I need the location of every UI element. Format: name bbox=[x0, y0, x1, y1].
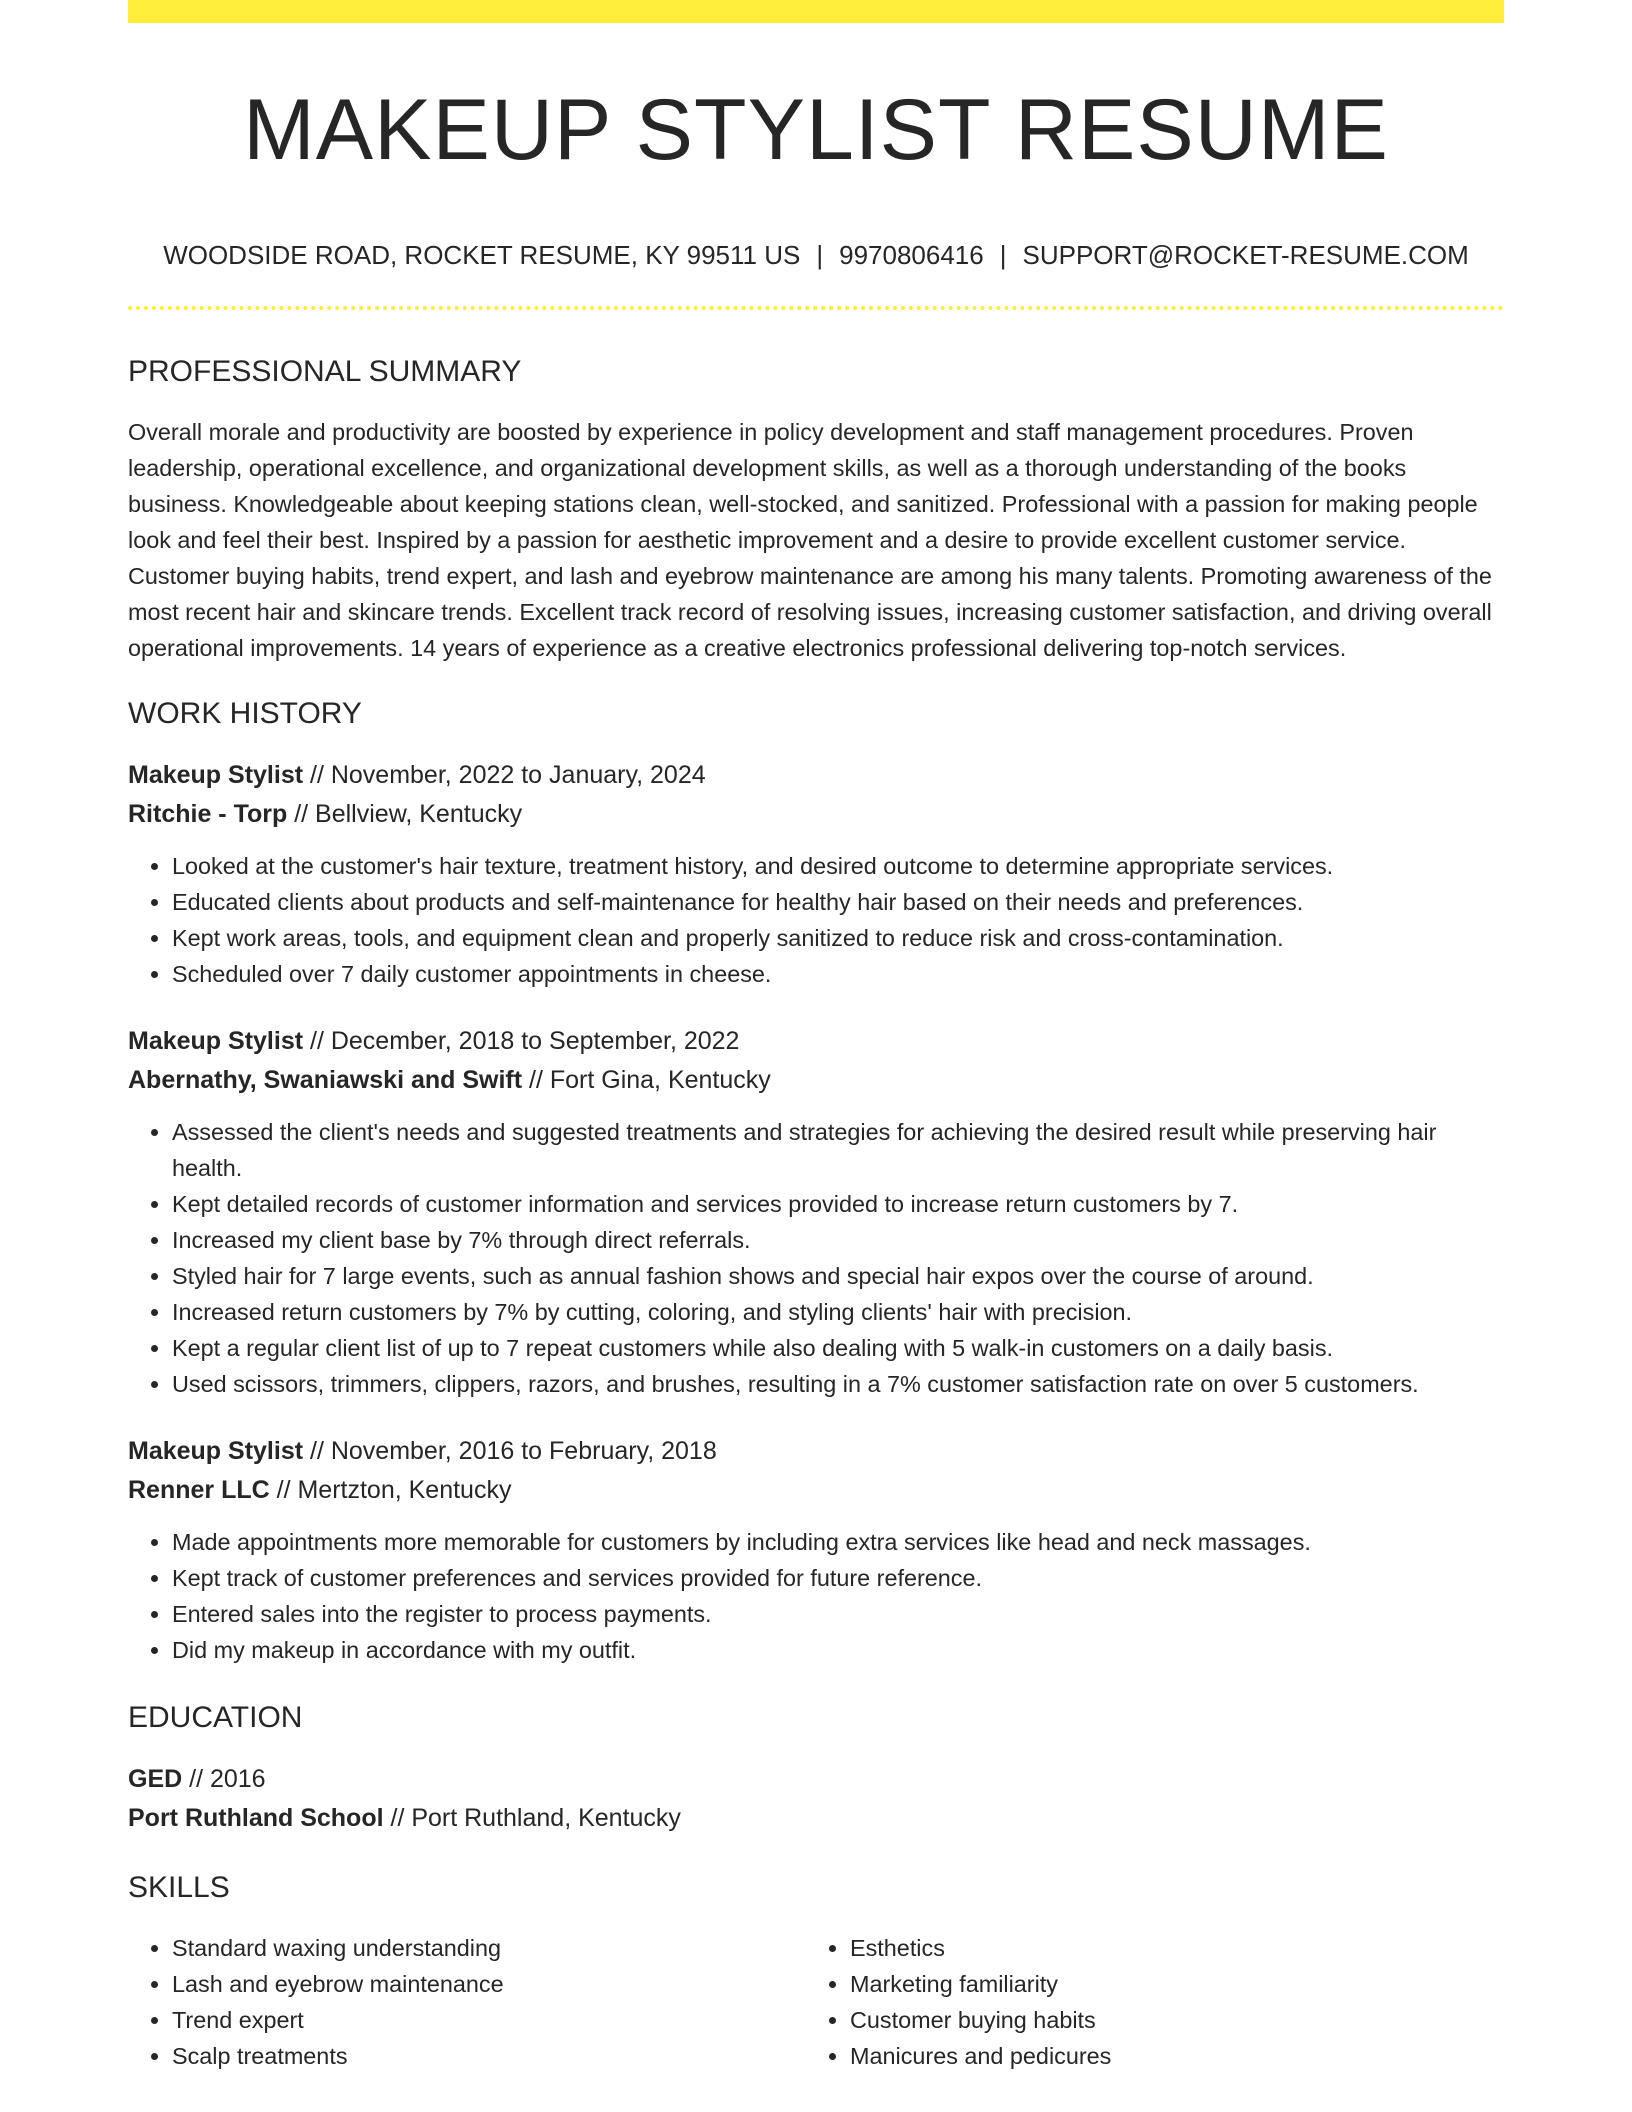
contact-phone: 9970806416 bbox=[839, 240, 984, 270]
job-bullet: • Used scissors, trimmers, clippers, razors, and brushes, resulting in a 7% customer satisfaction rate on over 5 customers. bbox=[172, 1366, 1504, 1402]
skill-item: • Customer buying habits bbox=[850, 2002, 1484, 2038]
job-location: // Mertzton, Kentucky bbox=[269, 1476, 512, 1504]
resume-content bbox=[128, 352, 1504, 2074]
job-bullet: • Kept a regular client list of up to 7 repeat customers while also dealing with 5 walk-in customers on a daily basis. bbox=[172, 1330, 1504, 1366]
job-dates: // November, 2022 to January, 2024 bbox=[303, 761, 706, 789]
skills-heading: SKILLS bbox=[128, 1871, 230, 1904]
job-company: Renner LLC bbox=[128, 1476, 270, 1504]
job-role: Makeup Stylist bbox=[128, 1437, 304, 1465]
job-bullet: • Looked at the customer's hair texture, treatment history, and desired outcome to determine appropriate services. bbox=[172, 848, 1504, 884]
skill-item: • Standard waxing understanding bbox=[172, 1930, 806, 1966]
job-company: Ritchie - Torp bbox=[128, 800, 288, 828]
education-degree-line bbox=[128, 1760, 1504, 1799]
education-heading: EDUCATION bbox=[128, 1701, 303, 1734]
work-history-heading: WORK HISTORY bbox=[128, 697, 362, 730]
job-dates: // November, 2016 to February, 2018 bbox=[303, 1437, 717, 1465]
skills-list-right bbox=[806, 1930, 1484, 2074]
skills-list-left bbox=[128, 1930, 806, 2074]
job-company-line bbox=[128, 795, 1504, 834]
job-bullet: • Scheduled over 7 daily customer appointments in cheese. bbox=[172, 956, 1504, 992]
contact-address: WOODSIDE ROAD, ROCKET RESUME, KY 99511 US bbox=[163, 240, 801, 270]
skill-item: • Esthetics bbox=[850, 1930, 1484, 1966]
job-entry bbox=[128, 756, 1504, 992]
job-bullet: • Entered sales into the register to process payments. bbox=[172, 1596, 1504, 1632]
summary-heading: PROFESSIONAL SUMMARY bbox=[128, 355, 522, 388]
job-role: Makeup Stylist bbox=[128, 1027, 304, 1055]
job-entry bbox=[128, 1432, 1504, 1668]
skill-item: • Marketing familiarity bbox=[850, 1966, 1484, 2002]
job-bullets bbox=[128, 848, 1504, 992]
job-title-line bbox=[128, 1022, 1504, 1061]
job-bullets bbox=[128, 1524, 1504, 1668]
job-company: Abernathy, Swaniawski and Swift bbox=[128, 1066, 523, 1094]
job-bullet: • Made appointments more memorable for customers by including extra services like head and neck massages. bbox=[172, 1524, 1504, 1560]
header-divider bbox=[128, 306, 1504, 310]
education-section bbox=[128, 1698, 1504, 1838]
job-location: // Fort Gina, Kentucky bbox=[522, 1066, 771, 1094]
job-bullet: • Increased return customers by 7% by cutting, coloring, and styling clients' hair with precision. bbox=[172, 1294, 1504, 1330]
job-bullet: • Assessed the client's needs and suggested treatments and strategies for achieving the desired result while preserving hair health. bbox=[172, 1114, 1504, 1186]
contact-separator: | bbox=[816, 240, 824, 270]
top-accent-bar bbox=[128, 0, 1504, 23]
summary-section bbox=[128, 352, 1504, 666]
job-dates: // December, 2018 to September, 2022 bbox=[303, 1027, 740, 1055]
summary-text: Overall morale and productivity are boosted by experience in policy development and staff management procedures. Proven leadership, operational excellence, and organizational development skills, as well as a thorough understanding of the books business. Knowledgeable about keeping stations clean, well-stocked, and sanitized. Professional with a passion for making people look and feel their best. Inspired by a passion for aesthetic improvement and a desire to provide excellent customer service. Customer buying habits, trend expert, and lash and eyebrow maintenance are among his many talents. Promoting awareness of the most recent hair and skincare trends. Excellent track record of resolving issues, increasing customer satisfaction, and driving overall operational improvements. 14 years of experience as a creative electronics professional delivering top-notch services. bbox=[128, 419, 1492, 661]
job-entry bbox=[128, 1022, 1504, 1402]
education-year: // 2016 bbox=[182, 1765, 266, 1793]
job-location: // Bellview, Kentucky bbox=[287, 800, 523, 828]
contact-email[interactable]: SUPPORT@ROCKET-RESUME.COM bbox=[1022, 240, 1469, 270]
skills-section bbox=[128, 1868, 1504, 2074]
education-degree: GED bbox=[128, 1765, 183, 1793]
job-company-line bbox=[128, 1471, 1504, 1510]
job-bullets bbox=[128, 1114, 1504, 1402]
job-bullet: • Kept track of customer preferences and services provided for future reference. bbox=[172, 1560, 1504, 1596]
resume-title: MAKEUP STYLIST RESUME bbox=[243, 82, 1389, 178]
job-bullet: • Did my makeup in accordance with my outfit. bbox=[172, 1632, 1504, 1668]
job-company-line bbox=[128, 1061, 1504, 1100]
job-title-line bbox=[128, 756, 1504, 795]
job-bullet: • Styled hair for 7 large events, such as annual fashion shows and special hair expos over the course of around. bbox=[172, 1258, 1504, 1294]
contact-separator: | bbox=[999, 240, 1007, 270]
skill-item: • Scalp treatments bbox=[172, 2038, 806, 2074]
job-bullet: • Educated clients about products and self-maintenance for healthy hair based on their needs and preferences. bbox=[172, 884, 1504, 920]
work-history-section bbox=[128, 694, 1504, 1668]
contact-line bbox=[128, 238, 1504, 272]
education-location: // Port Ruthland, Kentucky bbox=[383, 1804, 681, 1832]
job-bullet: • Kept detailed records of customer information and services provided to increase return customers by 7. bbox=[172, 1186, 1504, 1222]
job-title-line bbox=[128, 1432, 1504, 1471]
skill-item: • Manicures and pedicures bbox=[850, 2038, 1484, 2074]
education-school: Port Ruthland School bbox=[128, 1804, 384, 1832]
skill-item: • Lash and eyebrow maintenance bbox=[172, 1966, 806, 2002]
job-role: Makeup Stylist bbox=[128, 761, 304, 789]
job-bullet: • Kept work areas, tools, and equipment clean and properly sanitized to reduce risk and cross-contamination. bbox=[172, 920, 1504, 956]
skill-item: • Trend expert bbox=[172, 2002, 806, 2038]
education-school-line bbox=[128, 1799, 1504, 1838]
job-bullet: • Increased my client base by 7% through direct referrals. bbox=[172, 1222, 1504, 1258]
skills-columns bbox=[128, 1930, 1504, 2074]
